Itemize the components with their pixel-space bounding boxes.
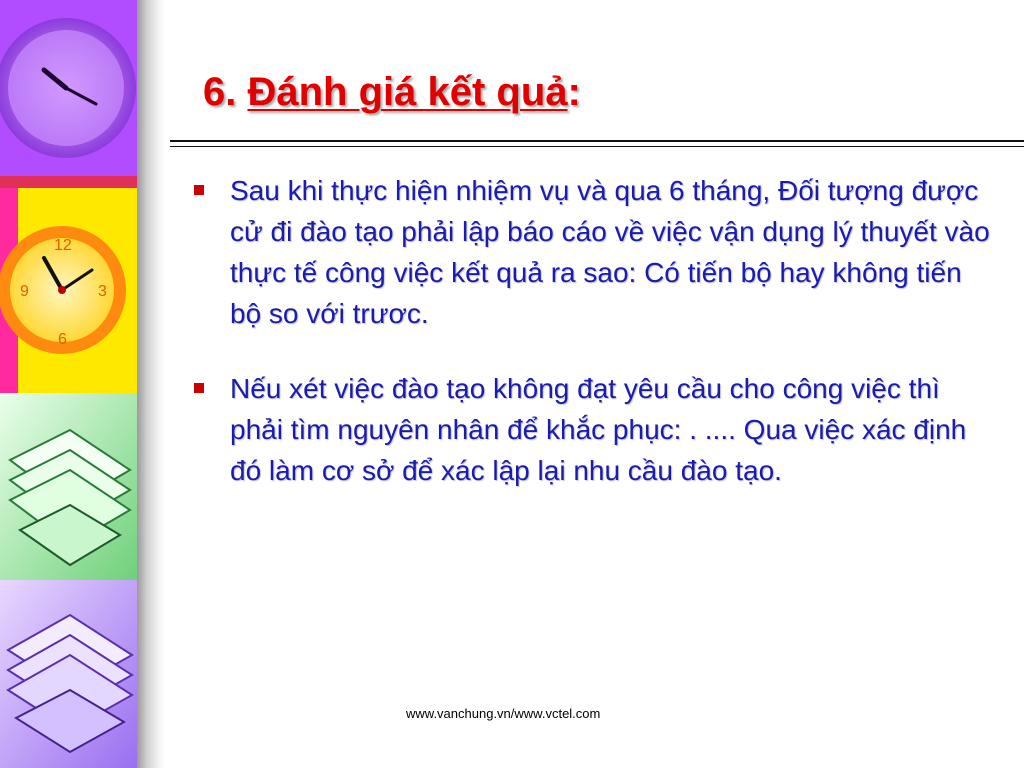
list-item bbox=[190, 170, 990, 334]
bullet-text: Nếu xét việc đào tạo không đạt yêu cầu cho công việc thì phải tìm nguyên nhân để khắc phục: . .... Qua việc xác định đó làm cơ sở để xác lập lại nhu cầu đào tạo. bbox=[230, 373, 967, 486]
slide-title bbox=[203, 72, 581, 112]
title-heading: Đánh giá kết quả bbox=[247, 70, 568, 114]
svg-text:9: 9 bbox=[20, 283, 29, 300]
list-item bbox=[190, 368, 990, 491]
yellow-clock-image bbox=[0, 188, 137, 393]
green-book-image bbox=[0, 393, 137, 580]
footer-url: www.vanchung.vn/www.vctel.com bbox=[406, 706, 601, 721]
svg-text:6: 6 bbox=[58, 331, 67, 348]
purple-clock-image bbox=[0, 0, 137, 188]
square-bullet-icon bbox=[194, 185, 204, 195]
title-colon: : bbox=[567, 70, 581, 114]
purple-book-image bbox=[0, 580, 137, 768]
bullet-list bbox=[190, 170, 990, 525]
bullet-text: Sau khi thực hiện nhiệm vụ và qua 6 tháng, Đối tượng được cử đi đào tạo phải lập báo cáo về việc vận dụng lý thuyết vào thực tế công việc kết quả ra sao: Có tiến bộ hay không tiến bộ so với trươc. bbox=[230, 175, 990, 329]
svg-text:3: 3 bbox=[98, 283, 107, 300]
strip-shadow bbox=[137, 0, 165, 768]
decorative-image-strip bbox=[0, 0, 137, 768]
svg-text:12: 12 bbox=[54, 237, 72, 254]
title-divider bbox=[170, 140, 1024, 142]
title-divider-thin bbox=[170, 146, 1024, 147]
square-bullet-icon bbox=[194, 383, 204, 393]
title-number: 6. bbox=[203, 70, 248, 114]
